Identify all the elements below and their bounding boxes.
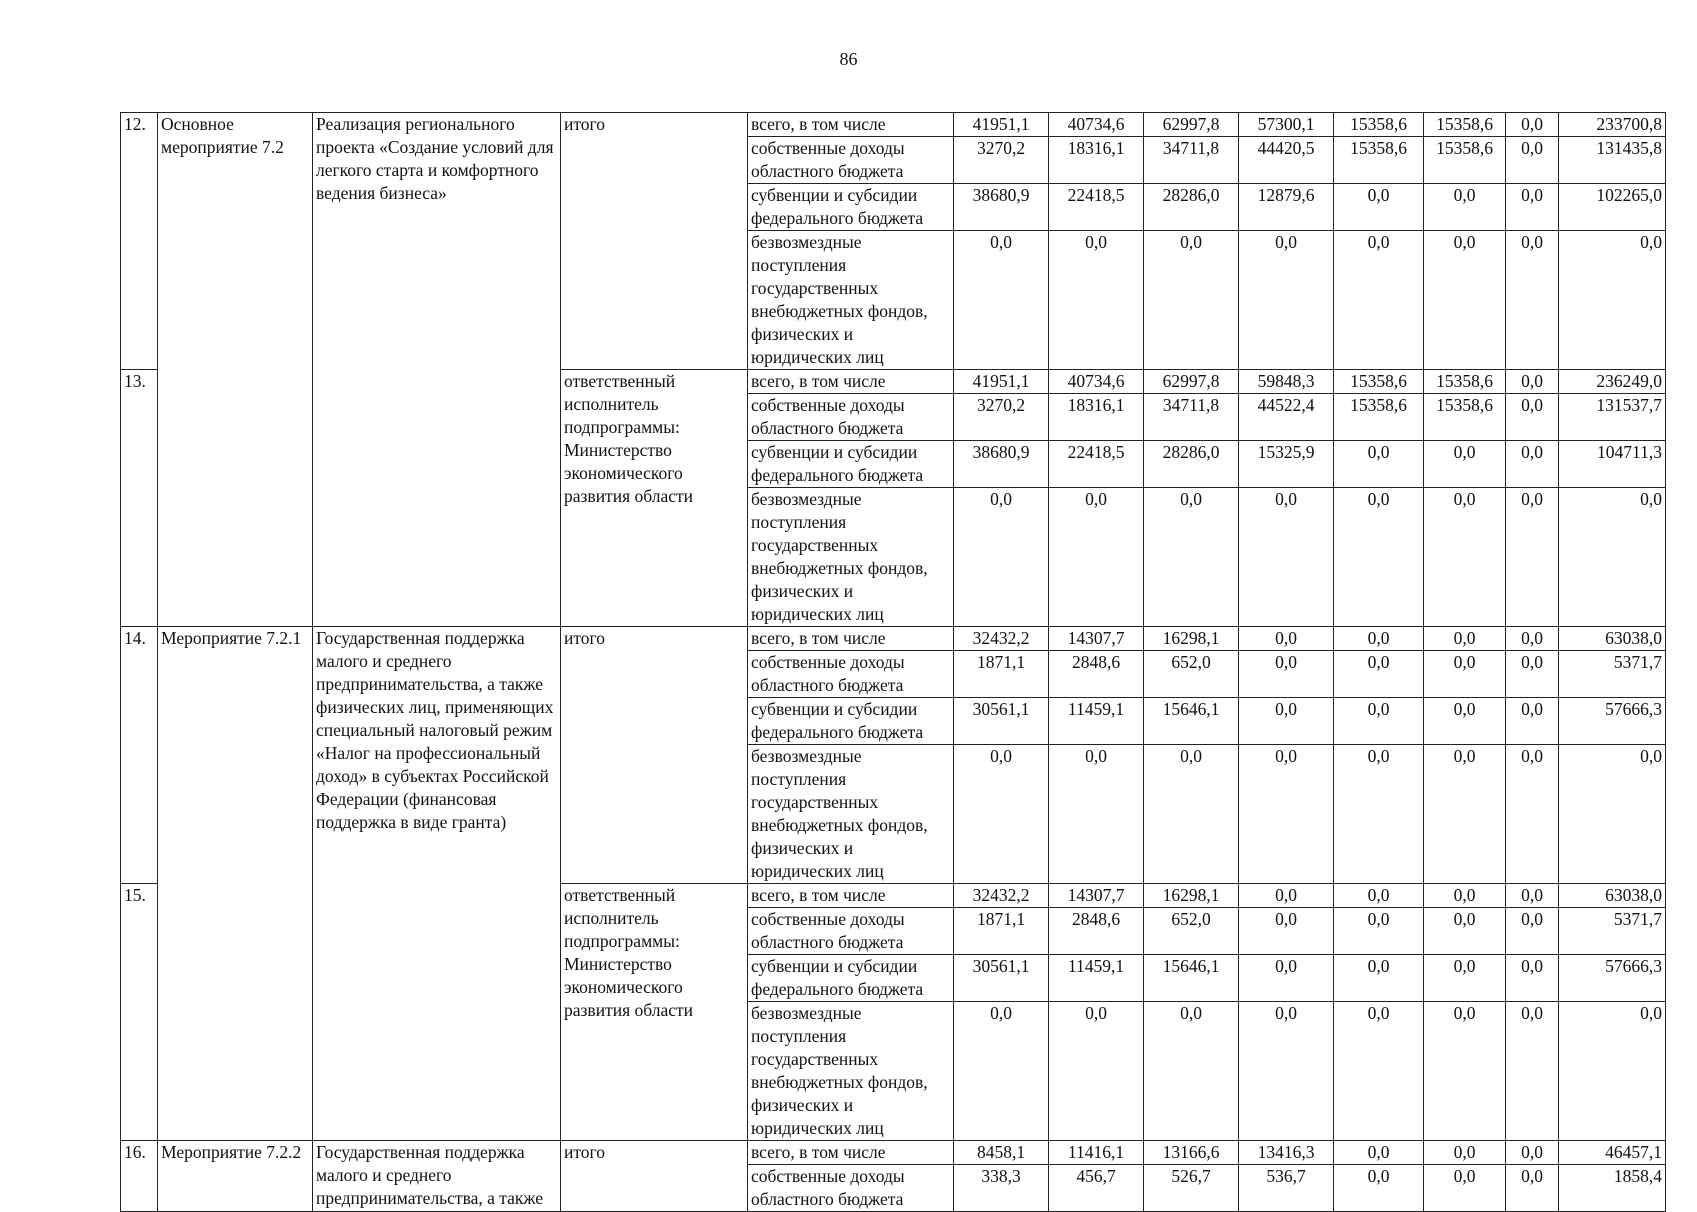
year-value: 16298,1: [1144, 627, 1239, 651]
table-row: [121, 1141, 1666, 1165]
year-value: 34711,8: [1144, 137, 1239, 184]
year-value: 44522,4: [1239, 394, 1334, 441]
year-value: 34711,8: [1144, 394, 1239, 441]
year-value: 0,0: [1424, 1002, 1506, 1141]
year-value: 0,0: [1506, 394, 1559, 441]
year-value: 0,0: [1334, 184, 1424, 231]
year-value: 0,0: [1506, 1141, 1559, 1165]
year-value: 30561,1: [954, 698, 1049, 745]
year-value: 0,0: [1334, 908, 1424, 955]
year-value: 0,0: [1424, 1165, 1506, 1212]
year-value: 3270,2: [954, 137, 1049, 184]
year-value: 0,0: [1334, 441, 1424, 488]
table-row: [121, 113, 1666, 137]
year-value: 15358,6: [1334, 370, 1424, 394]
year-value: 0,0: [1239, 1002, 1334, 1141]
funding-source: субвенции и субсидии федерального бюджета: [748, 955, 954, 1002]
total-value: 57666,3: [1559, 955, 1666, 1002]
year-value: 0,0: [1144, 488, 1239, 627]
year-value: 0,0: [1424, 745, 1506, 884]
year-value: 0,0: [1239, 908, 1334, 955]
year-value: 32432,2: [954, 884, 1049, 908]
page-number: 86: [839, 49, 858, 69]
year-value: 0,0: [1424, 184, 1506, 231]
year-value: 0,0: [954, 488, 1049, 627]
year-value: 2848,6: [1049, 651, 1144, 698]
total-value: 236249,0: [1559, 370, 1666, 394]
year-value: 16298,1: [1144, 884, 1239, 908]
year-value: 0,0: [1424, 441, 1506, 488]
budget-table: [120, 112, 1666, 1212]
year-value: 15325,9: [1239, 441, 1334, 488]
year-value: 41951,1: [954, 370, 1049, 394]
year-value: 15358,6: [1424, 394, 1506, 441]
total-value: 5371,7: [1559, 908, 1666, 955]
year-value: 0,0: [1239, 698, 1334, 745]
year-value: 0,0: [1506, 955, 1559, 1002]
year-value: 0,0: [1334, 955, 1424, 1002]
year-value: 0,0: [1049, 488, 1144, 627]
total-value: 0,0: [1559, 1002, 1666, 1141]
funding-source: безвозмездные поступления государственных внебюджетных фондов, физических и юридических лиц: [748, 488, 954, 627]
year-value: 0,0: [1506, 627, 1559, 651]
funding-source: всего, в том числе: [748, 370, 954, 394]
year-value: 0,0: [1506, 184, 1559, 231]
year-value: 456,7: [1049, 1165, 1144, 1212]
year-value: 0,0: [1506, 884, 1559, 908]
year-value: 0,0: [1506, 1165, 1559, 1212]
executor: ответственный исполнитель подпрограммы: Министерство экономического развития области: [561, 884, 748, 1141]
year-value: 15358,6: [1424, 370, 1506, 394]
year-value: 0,0: [1424, 231, 1506, 370]
year-value: 0,0: [1506, 137, 1559, 184]
year-value: 15646,1: [1144, 698, 1239, 745]
executor: итого: [561, 627, 748, 884]
year-value: 22418,5: [1049, 184, 1144, 231]
funding-source: безвозмездные поступления государственных внебюджетных фондов, физических и юридических лиц: [748, 1002, 954, 1141]
total-value: 5371,7: [1559, 651, 1666, 698]
total-value: 102265,0: [1559, 184, 1666, 231]
measure-name: Мероприятие 7.2.1: [158, 627, 313, 1141]
total-value: 1858,4: [1559, 1165, 1666, 1212]
year-value: 0,0: [1334, 698, 1424, 745]
year-value: 1871,1: [954, 651, 1049, 698]
funding-source: собственные доходы областного бюджета: [748, 394, 954, 441]
year-value: 62997,8: [1144, 370, 1239, 394]
budget-table-body: [121, 113, 1666, 1212]
year-value: 0,0: [1334, 488, 1424, 627]
total-value: 0,0: [1559, 745, 1666, 884]
row-number: 12.: [121, 113, 158, 370]
year-value: 38680,9: [954, 441, 1049, 488]
year-value: 0,0: [1239, 884, 1334, 908]
year-value: 0,0: [1506, 698, 1559, 745]
funding-source: всего, в том числе: [748, 884, 954, 908]
year-value: 0,0: [1424, 955, 1506, 1002]
year-value: 18316,1: [1049, 394, 1144, 441]
total-value: 131537,7: [1559, 394, 1666, 441]
year-value: 0,0: [954, 231, 1049, 370]
year-value: 41951,1: [954, 113, 1049, 137]
total-value: 131435,8: [1559, 137, 1666, 184]
year-value: 0,0: [1506, 113, 1559, 137]
year-value: 0,0: [1334, 231, 1424, 370]
year-value: 0,0: [1506, 370, 1559, 394]
executor: ответственный исполнитель подпрограммы: Министерство экономического развития области: [561, 370, 748, 627]
measure-description: Реализация регионального проекта «Создание условий для легкого старта и комфортного ведения бизнеса»: [313, 113, 561, 627]
year-value: 3270,2: [954, 394, 1049, 441]
executor: итого: [561, 113, 748, 370]
year-value: 0,0: [1334, 627, 1424, 651]
year-value: 62997,8: [1144, 113, 1239, 137]
funding-source: субвенции и субсидии федерального бюджета: [748, 698, 954, 745]
total-value: 0,0: [1559, 231, 1666, 370]
year-value: 0,0: [1144, 745, 1239, 884]
year-value: 0,0: [1239, 955, 1334, 1002]
total-value: 57666,3: [1559, 698, 1666, 745]
year-value: 0,0: [1506, 745, 1559, 884]
funding-source: собственные доходы областного бюджета: [748, 908, 954, 955]
year-value: 0,0: [1424, 488, 1506, 627]
year-value: 38680,9: [954, 184, 1049, 231]
year-value: 15358,6: [1334, 113, 1424, 137]
year-value: 0,0: [1049, 745, 1144, 884]
year-value: 338,3: [954, 1165, 1049, 1212]
year-value: 28286,0: [1144, 441, 1239, 488]
year-value: 59848,3: [1239, 370, 1334, 394]
year-value: 0,0: [1424, 651, 1506, 698]
year-value: 28286,0: [1144, 184, 1239, 231]
year-value: 14307,7: [1049, 627, 1144, 651]
year-value: 12879,6: [1239, 184, 1334, 231]
funding-source: субвенции и субсидии федерального бюджета: [748, 184, 954, 231]
year-value: 0,0: [954, 1002, 1049, 1141]
year-value: 0,0: [1334, 1141, 1424, 1165]
year-value: 0,0: [1239, 488, 1334, 627]
year-value: 11459,1: [1049, 698, 1144, 745]
funding-source: всего, в том числе: [748, 627, 954, 651]
year-value: 14307,7: [1049, 884, 1144, 908]
year-value: 0,0: [1334, 651, 1424, 698]
year-value: 0,0: [1334, 745, 1424, 884]
funding-source: всего, в том числе: [748, 113, 954, 137]
year-value: 0,0: [1424, 884, 1506, 908]
total-value: 0,0: [1559, 488, 1666, 627]
measure-name: Основное мероприятие 7.2: [158, 113, 313, 627]
year-value: 526,7: [1144, 1165, 1239, 1212]
year-value: 13166,6: [1144, 1141, 1239, 1165]
year-value: 0,0: [1239, 231, 1334, 370]
year-value: 0,0: [1506, 1002, 1559, 1141]
year-value: 0,0: [1049, 1002, 1144, 1141]
year-value: 0,0: [1239, 651, 1334, 698]
row-number: 13.: [121, 370, 158, 627]
year-value: 1871,1: [954, 908, 1049, 955]
total-value: 46457,1: [1559, 1141, 1666, 1165]
year-value: 15358,6: [1334, 394, 1424, 441]
row-number: 16.: [121, 1141, 158, 1212]
year-value: 0,0: [1049, 231, 1144, 370]
year-value: 57300,1: [1239, 113, 1334, 137]
year-value: 40734,6: [1049, 370, 1144, 394]
year-value: 44420,5: [1239, 137, 1334, 184]
year-value: 30561,1: [954, 955, 1049, 1002]
funding-source: безвозмездные поступления государственных внебюджетных фондов, физических и юридических лиц: [748, 745, 954, 884]
year-value: 15358,6: [1424, 113, 1506, 137]
year-value: 536,7: [1239, 1165, 1334, 1212]
funding-source: собственные доходы областного бюджета: [748, 1165, 954, 1212]
year-value: 32432,2: [954, 627, 1049, 651]
funding-source: всего, в том числе: [748, 1141, 954, 1165]
year-value: 0,0: [1424, 698, 1506, 745]
year-value: 0,0: [1239, 745, 1334, 884]
year-value: 8458,1: [954, 1141, 1049, 1165]
year-value: 15358,6: [1424, 137, 1506, 184]
funding-source: безвозмездные поступления государственных внебюджетных фондов, физических и юридических лиц: [748, 231, 954, 370]
year-value: 22418,5: [1049, 441, 1144, 488]
year-value: 0,0: [1334, 1165, 1424, 1212]
funding-source: собственные доходы областного бюджета: [748, 137, 954, 184]
total-value: 63038,0: [1559, 884, 1666, 908]
measure-name: Мероприятие 7.2.2: [158, 1141, 313, 1212]
year-value: 11416,1: [1049, 1141, 1144, 1165]
total-value: 233700,8: [1559, 113, 1666, 137]
measure-description: Государственная поддержка малого и среднего предпринимательства, а также: [313, 1141, 561, 1212]
total-value: 63038,0: [1559, 627, 1666, 651]
year-value: 0,0: [1239, 627, 1334, 651]
year-value: 0,0: [954, 745, 1049, 884]
year-value: 652,0: [1144, 908, 1239, 955]
year-value: 0,0: [1506, 441, 1559, 488]
year-value: 0,0: [1506, 908, 1559, 955]
table-row: [121, 627, 1666, 651]
year-value: 15646,1: [1144, 955, 1239, 1002]
year-value: 15358,6: [1334, 137, 1424, 184]
row-number: 15.: [121, 884, 158, 1141]
year-value: 0,0: [1424, 908, 1506, 955]
year-value: 0,0: [1334, 1002, 1424, 1141]
year-value: 0,0: [1424, 627, 1506, 651]
year-value: 2848,6: [1049, 908, 1144, 955]
year-value: 0,0: [1144, 1002, 1239, 1141]
funding-source: собственные доходы областного бюджета: [748, 651, 954, 698]
year-value: 0,0: [1334, 884, 1424, 908]
year-value: 0,0: [1506, 651, 1559, 698]
measure-description: Государственная поддержка малого и среднего предпринимательства, а также физических лиц, применяющих специальный налоговый режим «Налог на профессиональный доход» в субъектах Российской Федерации (финансовая поддержка в виде гранта): [313, 627, 561, 1141]
year-value: 18316,1: [1049, 137, 1144, 184]
year-value: 0,0: [1506, 231, 1559, 370]
row-number: 14.: [121, 627, 158, 884]
funding-source: субвенции и субсидии федерального бюджета: [748, 441, 954, 488]
year-value: 11459,1: [1049, 955, 1144, 1002]
year-value: 13416,3: [1239, 1141, 1334, 1165]
executor: итого: [561, 1141, 748, 1212]
year-value: 652,0: [1144, 651, 1239, 698]
year-value: 0,0: [1144, 231, 1239, 370]
total-value: 104711,3: [1559, 441, 1666, 488]
year-value: 0,0: [1506, 488, 1559, 627]
year-value: 0,0: [1424, 1141, 1506, 1165]
year-value: 40734,6: [1049, 113, 1144, 137]
